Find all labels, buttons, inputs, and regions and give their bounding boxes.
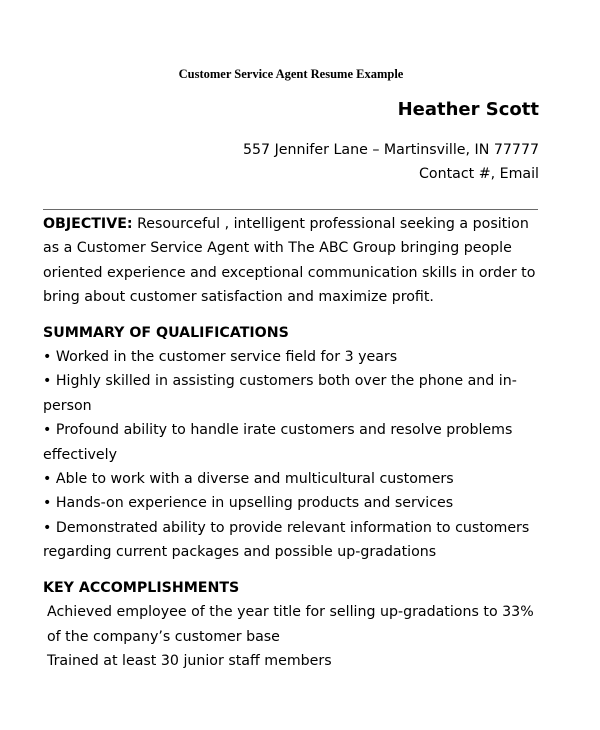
summary-item [43,467,543,491]
summary-item-text: Worked in the customer service field for 3 years [55,349,398,366]
summary-list [43,345,543,565]
objective-text: Resourceful , intelligent professional seeking a position as a Customer Service Agent with The ABC Group bringing people oriented experience and exceptional communication skills in order to bring about customer satisfaction and maximize profit. [43,216,536,306]
resume-body [43,212,543,673]
accomplishment-item: Achieved employee of the year title for selling up-gradations to 33% of the company’s customer base [47,604,534,645]
accomplishments-list [43,600,543,673]
header-divider [43,209,538,210]
summary-item [43,345,543,369]
summary-item-text: Profound ability to handle irate customers and resolve problems effectively [43,422,513,463]
contact-line: Contact #, Email [419,166,539,182]
summary-item-text: Demonstrated ability to provide relevant information to customers regarding current packages and possible up-gradations [43,519,530,561]
summary-heading: SUMMARY OF QUALIFICATIONS [43,324,289,341]
bullet-icon: • [43,373,52,390]
bullet-icon: • [43,349,52,366]
objective-section [43,212,543,310]
bullet-icon: • [43,519,52,536]
candidate-name: Heather Scott [397,99,539,120]
accomplishments-heading: KEY ACCOMPLISHMENTS [43,579,240,596]
bullet-icon: • [43,495,52,512]
bullet-icon: • [43,422,52,439]
summary-item-text: Able to work with a diverse and multicultural customers [55,471,454,488]
summary-item [43,418,543,467]
bullet-icon: • [43,471,52,488]
accomplishment-item: Trained at least 30 junior staff members [47,652,332,669]
summary-item [43,516,543,565]
summary-item-text: Hands-on experience in upselling products and services [55,495,454,512]
summary-item [43,491,543,515]
address-line: 557 Jennifer Lane – Martinsville, IN 77777 [243,142,539,158]
summary-item-text: Highly skilled in assisting customers both over the phone and in-person [43,373,517,414]
objective-label: OBJECTIVE: [43,216,133,232]
resume-header [243,98,539,186]
document-title: Customer Service Agent Resume Example [178,67,404,81]
summary-item [43,369,543,418]
